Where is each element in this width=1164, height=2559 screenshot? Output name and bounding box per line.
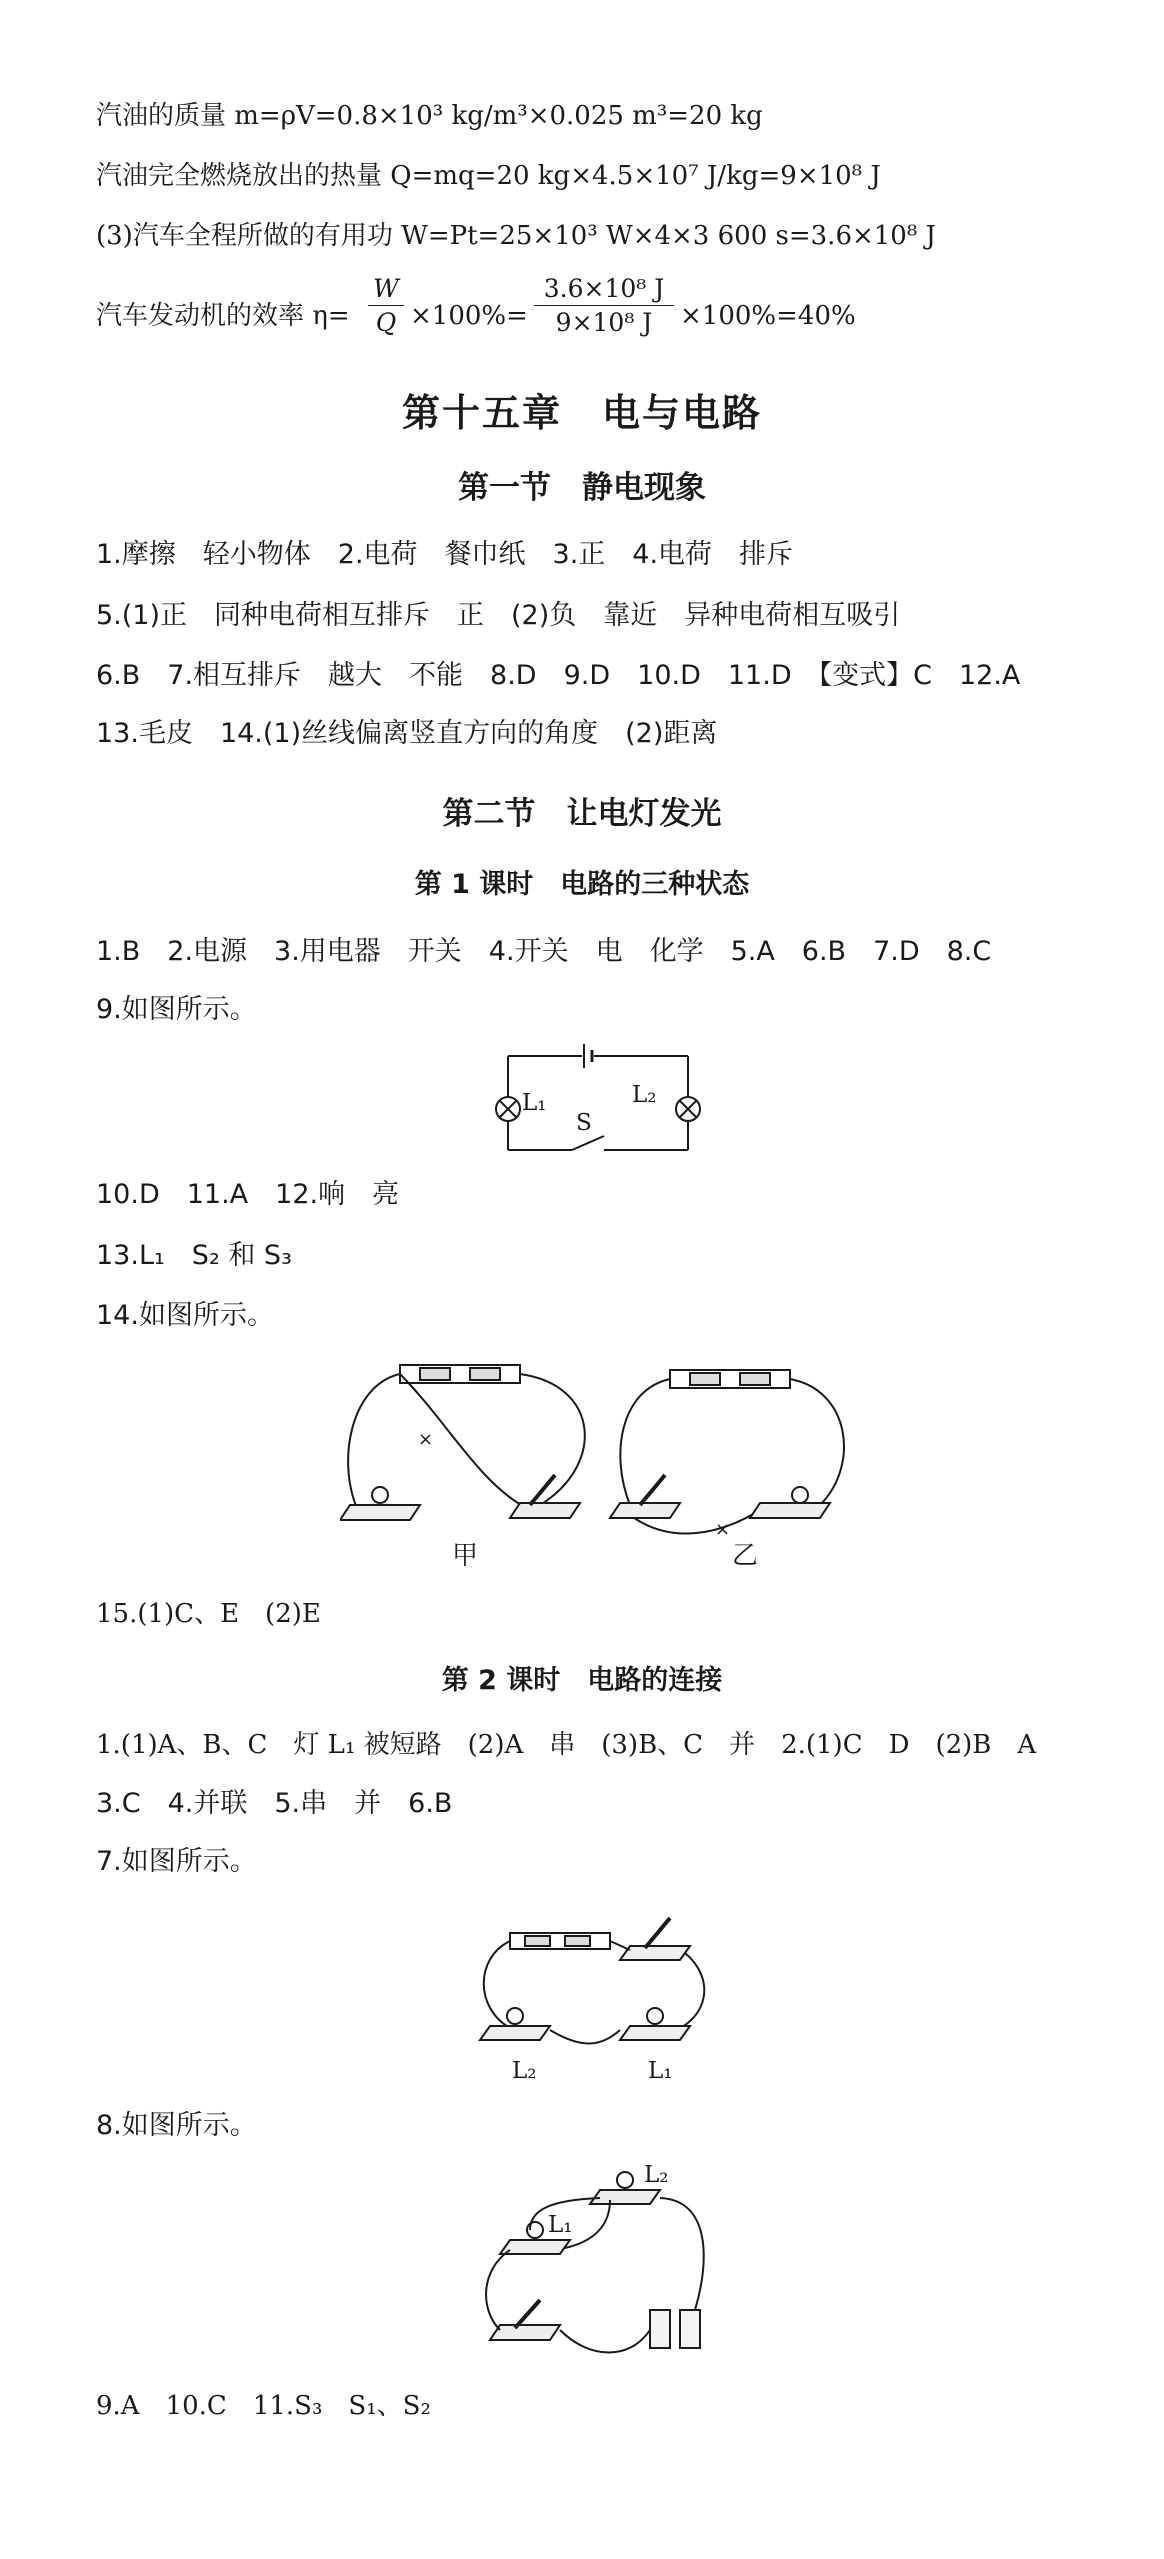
label-l2: L₂: [512, 2058, 537, 2084]
label-l2: L₂: [632, 1082, 657, 1108]
answer-line: 1.摩擦 轻小物体 2.电荷 餐巾纸 3.正 4.电荷 排斥: [96, 539, 794, 570]
circuit-diagram-q7: [470, 1908, 720, 2098]
label-l1: L₁: [648, 2058, 673, 2084]
circuit-diagram-q9: [480, 1040, 710, 1160]
answer-line: 6.B 7.相互排斥 越大 不能 8.D 9.D 10.D 11.D 【变式】C 12.A: [96, 660, 1021, 691]
efficiency-mid: ×100%=: [410, 301, 528, 331]
efficiency-prefix: 汽车发动机的效率 η=: [96, 301, 350, 331]
lesson-1-title: 第 1 课时 电路的三种状态: [414, 869, 750, 900]
chapter-title: 第十五章 电与电路: [401, 390, 762, 435]
circuit-drawing: [340, 1355, 860, 1545]
fraction-values: [534, 274, 674, 337]
answer-line: 9.如图所示。: [96, 994, 257, 1025]
svg-text:×: ×: [715, 1519, 731, 1540]
fraction-denominator: Q: [375, 308, 397, 337]
circuit-diagram-q8: [470, 2160, 730, 2360]
section-1-title: 第一节 静电现象: [458, 470, 706, 506]
label-l1: L₁: [522, 1090, 547, 1116]
answer-line: 13.L₁ S₂ 和 S₃: [96, 1240, 292, 1271]
answer-line: 10.D 11.A 12.响 亮: [96, 1179, 400, 1210]
physics-line-work: (3)汽车全程所做的有用功 W=Pt=25×10³ W×4×3 600 s=3.6×10⁸ J: [96, 221, 936, 251]
label-s: S: [576, 1110, 592, 1136]
physics-line-heat: 汽油完全燃烧放出的热量 Q=mq=20 kg×4.5×10⁷ J/kg=9×10⁸ J: [96, 161, 881, 191]
physics-line-mass: 汽油的质量 m=ρV=0.8×10³ kg/m³×0.025 m³=20 kg: [96, 101, 763, 131]
answer-line: 9.A 10.C 11.S₃ S₁、S₂: [96, 2391, 431, 2421]
section-2-title: 第二节 让电灯发光: [442, 796, 722, 832]
answer-line: 14.如图所示。: [96, 1300, 274, 1331]
lesson-2-title: 第 2 课时 电路的连接: [441, 1665, 723, 1696]
answer-line: 13.毛皮 14.(1)丝线偏离竖直方向的角度 (2)距离: [96, 718, 718, 749]
label-l2: L₂: [644, 2162, 669, 2188]
efficiency-suffix: ×100%=40%: [680, 301, 856, 331]
caption-jia: 甲: [452, 1541, 479, 1571]
caption-yi: 乙: [732, 1541, 759, 1571]
fraction-numerator: 3.6×10⁸ J: [543, 274, 665, 303]
answer-line: 15.(1)C、E (2)E: [96, 1599, 321, 1629]
answer-line: 3.C 4.并联 5.串 并 6.B: [96, 1788, 453, 1819]
answer-line: 1.B 2.电源 3.用电器 开关 4.开关 电 化学 5.A 6.B 7.D 8.C: [96, 936, 992, 967]
fraction-denominator: 9×10⁸ J: [555, 308, 653, 337]
answer-line: 5.(1)正 同种电荷相互排斥 正 (2)负 靠近 异种电荷相互吸引: [96, 600, 901, 631]
svg-text:×: ×: [418, 1429, 434, 1450]
circuit-drawing: [470, 2160, 730, 2360]
circuit-schematic: [480, 1040, 710, 1160]
fraction-numerator: W: [373, 274, 399, 303]
label-l1: L₁: [548, 2212, 573, 2238]
answer-line: 1.(1)A、B、C 灯 L₁ 被短路 (2)A 串 (3)B、C 并 2.(1)C D (2)B A: [96, 1730, 1037, 1760]
answer-line: 7.如图所示。: [96, 1846, 257, 1877]
fraction-w-over-q: [368, 274, 404, 337]
circuit-drawing: [470, 1908, 720, 2058]
answer-line: 8.如图所示。: [96, 2110, 257, 2141]
circuit-diagram-q14: [340, 1355, 860, 1585]
